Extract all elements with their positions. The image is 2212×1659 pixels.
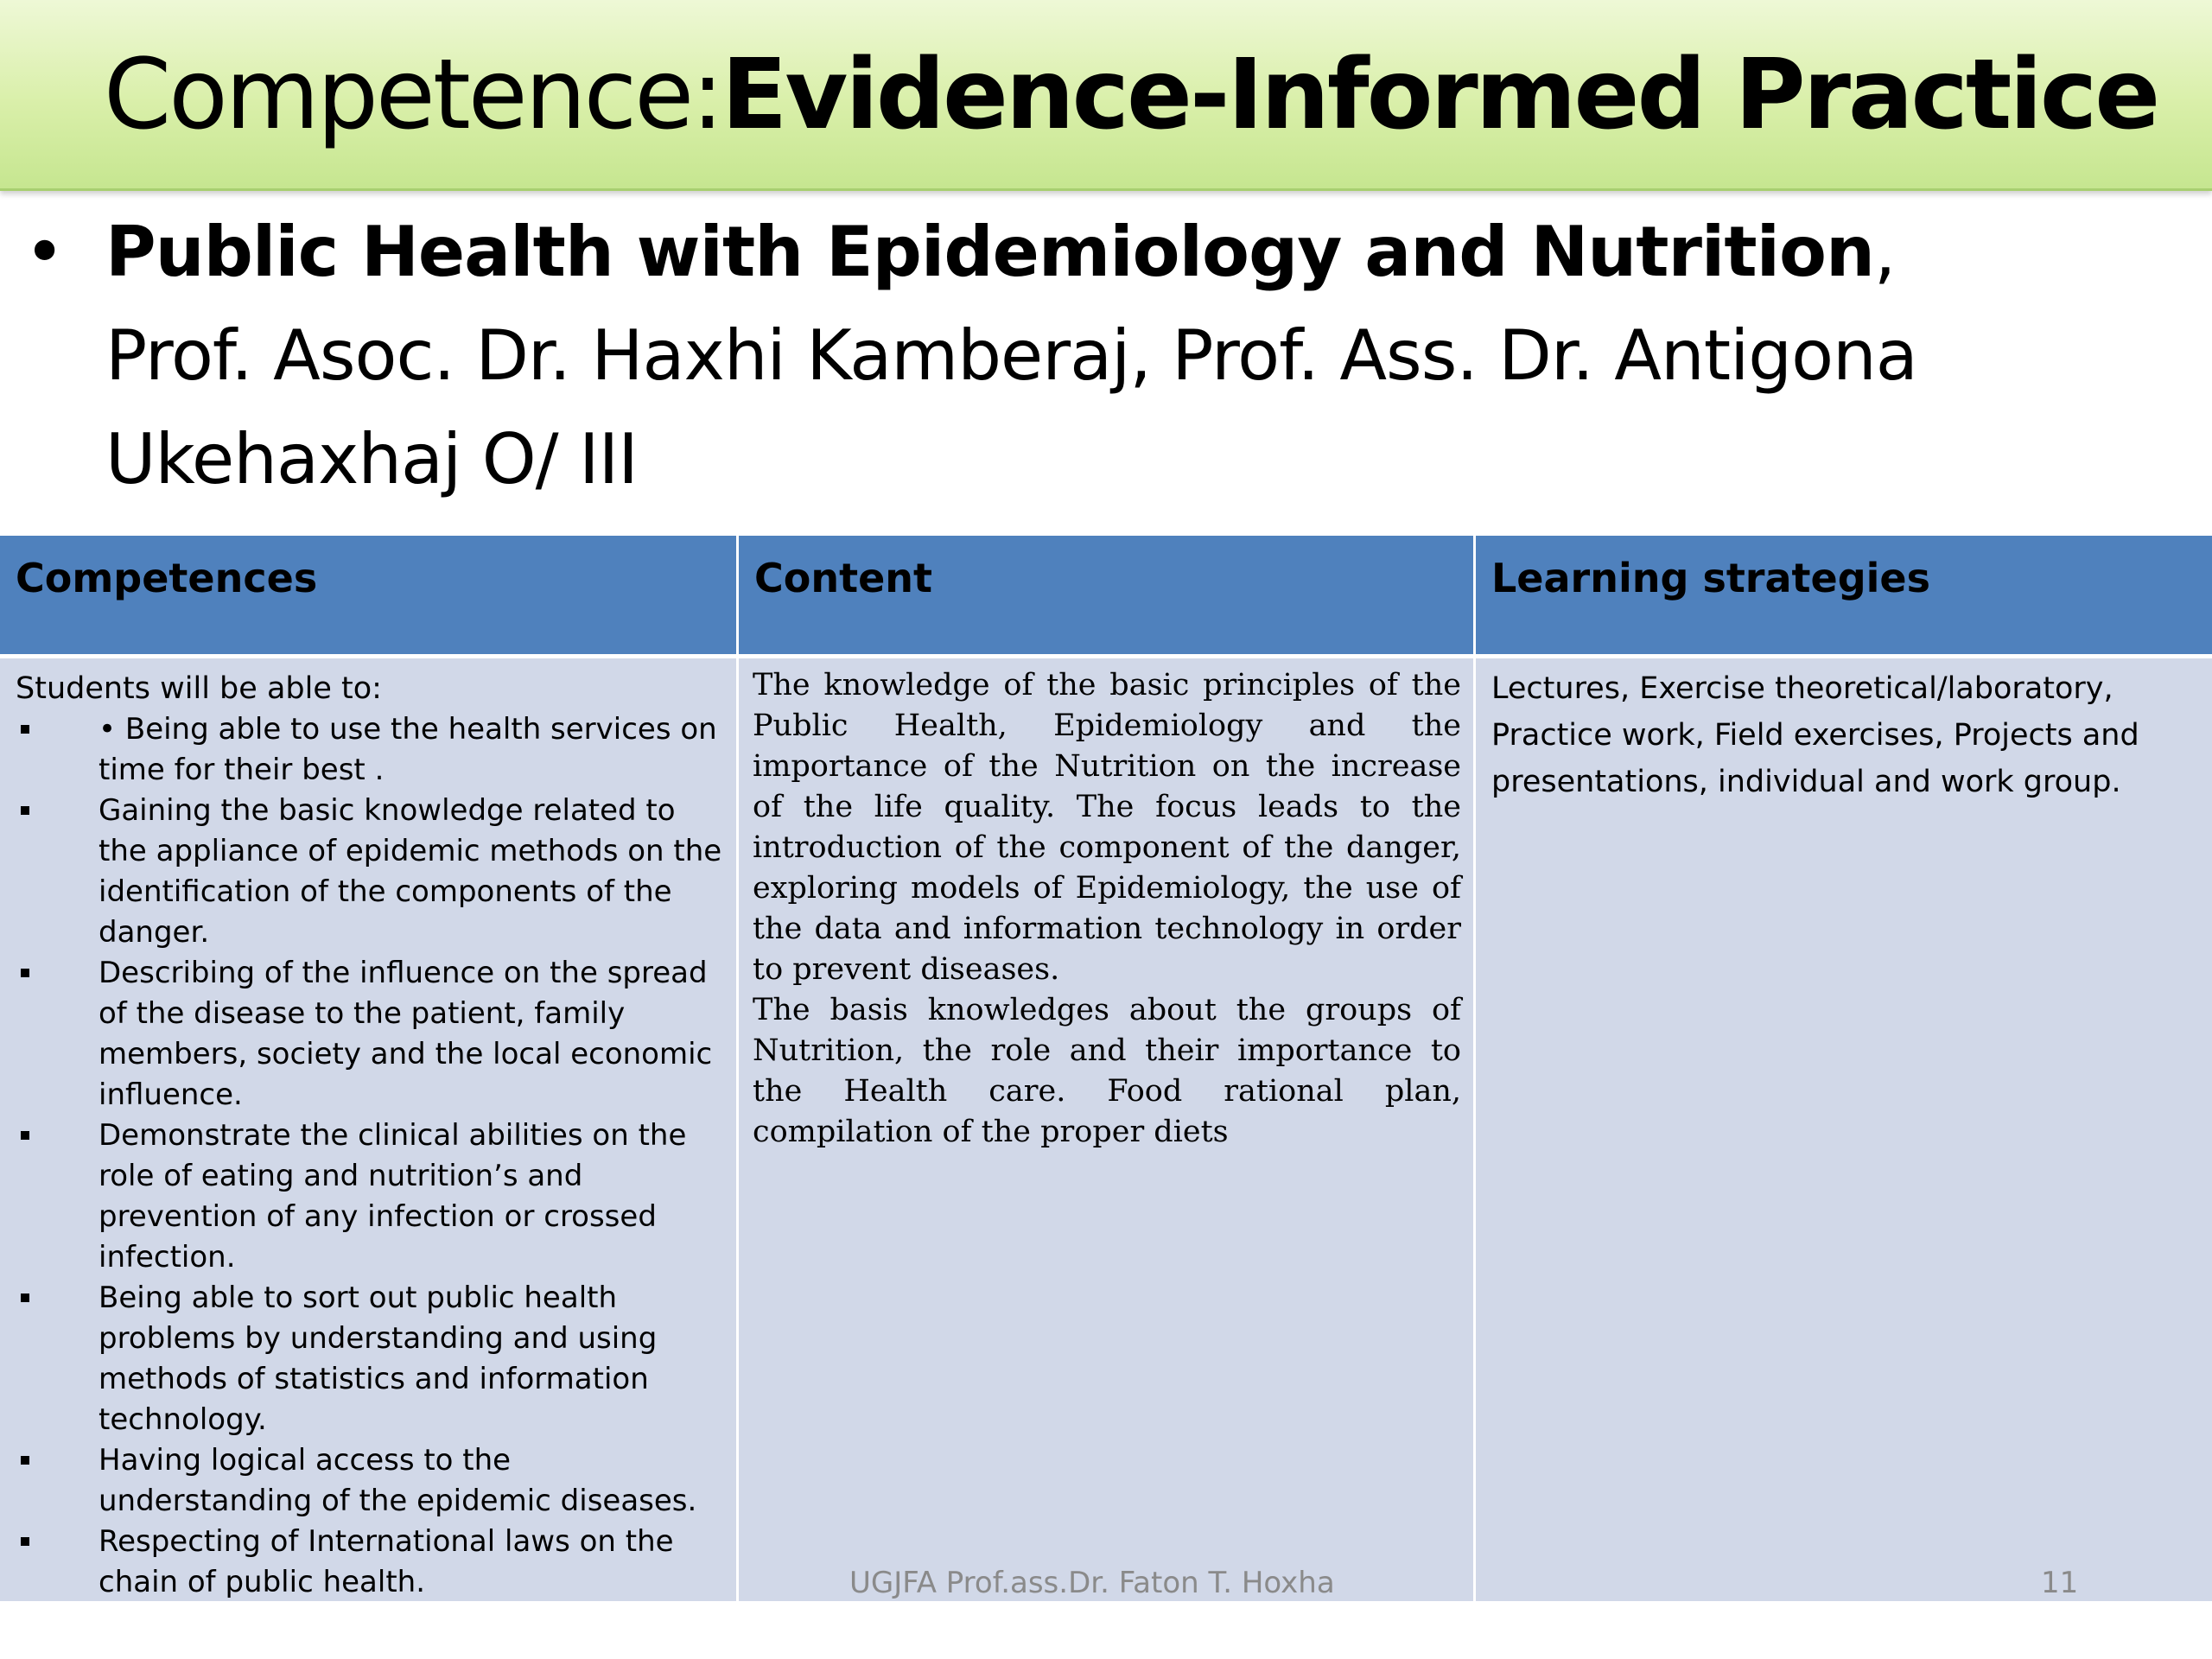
square-bullet-icon [21, 725, 29, 734]
course-lecturers: , Prof. Asoc. Dr. Haxhi Kamberaj, Prof. Ass. Dr. Antigona Ukehaxhaj O/ III [105, 212, 1917, 499]
title-prefix: Competence: [104, 39, 721, 151]
competences-intro: Students will be able to: [16, 671, 382, 706]
competence-text: Respecting of International laws on the chain of public health. [99, 1524, 674, 1599]
list-item [0, 709, 736, 791]
competence-text: • Being able to use the health services on time for their best . [99, 712, 717, 787]
title-bar [0, 0, 2212, 191]
page-number: 11 [2041, 1566, 2079, 1600]
square-bullet-icon [21, 1131, 29, 1140]
list-item [0, 1116, 736, 1278]
list-item [0, 953, 736, 1116]
learning-strategies-cell [1476, 658, 2212, 1601]
header-learning-strategies: Learning strategies [1476, 536, 2212, 654]
square-bullet-icon [21, 1294, 29, 1302]
content-paragraph: The basis knowledges about the groups of Nutrition, the role and their importance to the Health care. Food rational plan, compilation of the proper diets [753, 993, 1461, 1149]
list-item [0, 1278, 736, 1440]
course-name: Public Health with Epidemiology and Nutrition [105, 212, 1874, 292]
list-item [0, 1522, 736, 1603]
competence-text: Describing of the influence on the spread of the disease to the patient, family members, society and the local economic influence. [99, 956, 713, 1112]
list-item [0, 791, 736, 953]
title-bold: Evidence-Informed Practice [721, 39, 2158, 151]
bullet-dot-icon: • [24, 212, 66, 292]
course-table [0, 536, 2212, 1601]
square-bullet-icon [21, 969, 29, 977]
competence-text: Gaining the basic knowledge related to the appliance of epidemic methods on the identification of the components of the danger. [99, 793, 722, 950]
competence-text: Being able to sort out public health problems by understanding and using methods of statistics and information technology. [99, 1281, 658, 1437]
footer-author: UGJFA Prof.ass.Dr. Faton T. Hoxha [849, 1566, 1335, 1600]
competence-text: Demonstrate the clinical abilities on the role of eating and nutrition’s and prevention of any infection or crossed infection. [99, 1118, 687, 1274]
content-text [753, 665, 1461, 1153]
slide-title [104, 26, 2195, 164]
list-item [0, 1440, 736, 1522]
header-competences: Competences [0, 536, 736, 654]
competence-text: Having logical access to the understanding of the epidemic diseases. [99, 1443, 697, 1518]
header-content: Content [739, 536, 1473, 654]
content-cell [739, 658, 1473, 1601]
square-bullet-icon [21, 1537, 29, 1546]
square-bullet-icon [21, 1456, 29, 1465]
competences-list [0, 709, 736, 1603]
competences-cell [0, 658, 736, 1601]
square-bullet-icon [21, 806, 29, 815]
course-info [105, 200, 2058, 512]
content-paragraph: The knowledge of the basic principles of the Public Health, Epidemiology and the importance of the Nutrition on the increase of the life quality. The focus leads to the introduction of the component of the danger, exploring models of Epidemiology, the use of the data and information technology in order to prevent diseases. [753, 668, 1461, 987]
learning-strategies-text: Lectures, Exercise theoretical/laboratory, Practice work, Field exercises, Projects and presentations, individual and work group. [1491, 671, 2139, 799]
